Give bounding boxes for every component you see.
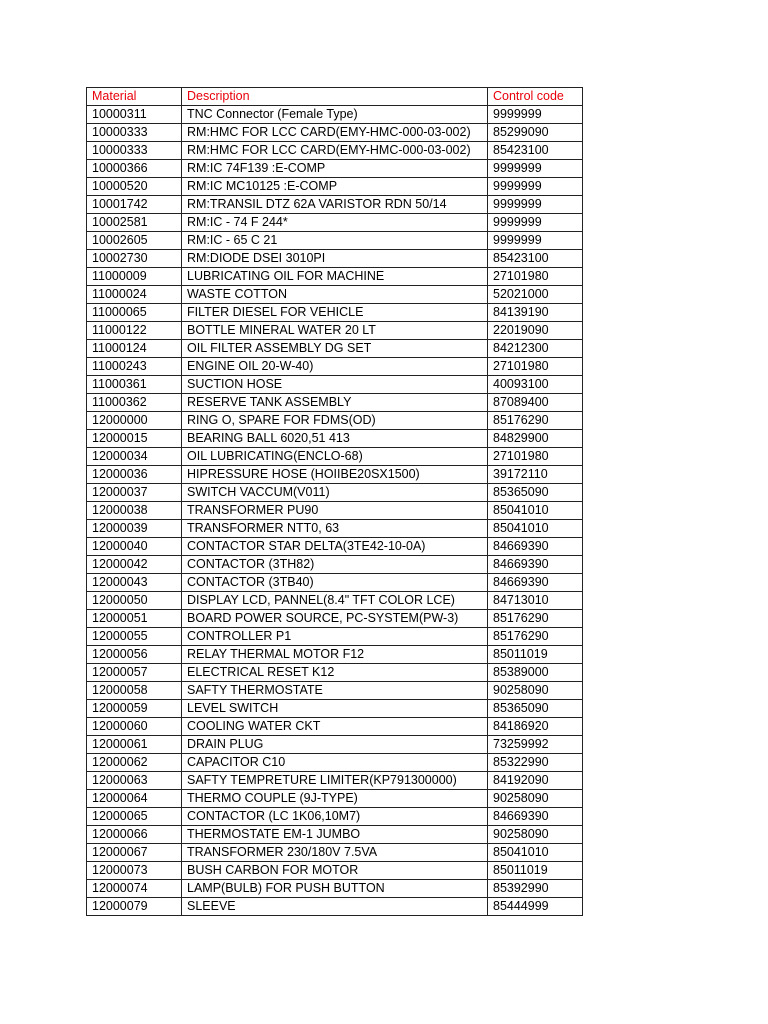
cell-description: THERMOSTATE EM-1 JUMBO [182, 826, 488, 844]
cell-material: 11000024 [87, 286, 182, 304]
cell-material: 12000057 [87, 664, 182, 682]
cell-material: 12000055 [87, 628, 182, 646]
cell-material: 11000243 [87, 358, 182, 376]
cell-description: BOARD POWER SOURCE, PC-SYSTEM(PW-3) [182, 610, 488, 628]
cell-description: RM:HMC FOR LCC CARD(EMY-HMC-000-03-002) [182, 124, 488, 142]
table-row [87, 898, 583, 916]
cell-description: DISPLAY LCD, PANNEL(8.4" TFT COLOR LCE) [182, 592, 488, 610]
cell-control-code: 27101980 [488, 358, 583, 376]
cell-control-code: 85041010 [488, 502, 583, 520]
cell-description: THERMO COUPLE (9J-TYPE) [182, 790, 488, 808]
cell-material: 12000064 [87, 790, 182, 808]
table-row [87, 214, 583, 232]
cell-description: ELECTRICAL RESET K12 [182, 664, 488, 682]
cell-control-code: 84669390 [488, 538, 583, 556]
cell-control-code: 85176290 [488, 610, 583, 628]
cell-description: LAMP(BULB) FOR PUSH BUTTON [182, 880, 488, 898]
cell-description: FILTER DIESEL FOR VEHICLE [182, 304, 488, 322]
table-row [87, 538, 583, 556]
cell-control-code: 85365090 [488, 484, 583, 502]
cell-control-code: 85299090 [488, 124, 583, 142]
header-material: Material [87, 88, 182, 106]
cell-control-code: 90258090 [488, 682, 583, 700]
cell-control-code: 9999999 [488, 214, 583, 232]
cell-control-code: 85011019 [488, 862, 583, 880]
cell-control-code: 84192090 [488, 772, 583, 790]
table-row [87, 772, 583, 790]
cell-description: SUCTION HOSE [182, 376, 488, 394]
cell-control-code: 85322990 [488, 754, 583, 772]
header-row [87, 88, 583, 106]
table-row [87, 106, 583, 124]
cell-material: 12000015 [87, 430, 182, 448]
cell-description: CONTROLLER P1 [182, 628, 488, 646]
table-row [87, 502, 583, 520]
cell-material: 12000061 [87, 736, 182, 754]
cell-description: TNC Connector (Female Type) [182, 106, 488, 124]
cell-description: RM:IC 74F139 :E-COMP [182, 160, 488, 178]
cell-description: SLEEVE [182, 898, 488, 916]
cell-material: 12000039 [87, 520, 182, 538]
table-row [87, 826, 583, 844]
cell-control-code: 73259992 [488, 736, 583, 754]
cell-control-code: 85444999 [488, 898, 583, 916]
cell-material: 12000042 [87, 556, 182, 574]
table-row [87, 340, 583, 358]
cell-control-code: 85176290 [488, 628, 583, 646]
cell-material: 12000034 [87, 448, 182, 466]
table-row [87, 196, 583, 214]
cell-description: ENGINE OIL 20-W-40) [182, 358, 488, 376]
cell-control-code: 85041010 [488, 844, 583, 862]
cell-control-code: 84669390 [488, 574, 583, 592]
table-row [87, 484, 583, 502]
table-row [87, 664, 583, 682]
cell-description: RM:TRANSIL DTZ 62A VARISTOR RDN 50/14 [182, 196, 488, 214]
header-control-code: Control code [488, 88, 583, 106]
cell-control-code: 87089400 [488, 394, 583, 412]
cell-control-code: 84212300 [488, 340, 583, 358]
cell-material: 11000362 [87, 394, 182, 412]
table-row [87, 556, 583, 574]
table-row [87, 232, 583, 250]
cell-material: 11000361 [87, 376, 182, 394]
cell-material: 12000058 [87, 682, 182, 700]
table-row [87, 286, 583, 304]
cell-material: 10000333 [87, 124, 182, 142]
cell-material: 11000124 [87, 340, 182, 358]
table-row [87, 124, 583, 142]
cell-control-code: 22019090 [488, 322, 583, 340]
cell-material: 11000009 [87, 268, 182, 286]
cell-material: 12000062 [87, 754, 182, 772]
table-row [87, 808, 583, 826]
cell-control-code: 84669390 [488, 556, 583, 574]
table-row [87, 160, 583, 178]
table-row [87, 268, 583, 286]
cell-description: SAFTY THERMOSTATE [182, 682, 488, 700]
cell-control-code: 84829900 [488, 430, 583, 448]
table-row [87, 736, 583, 754]
cell-description: RM:IC - 65 C 21 [182, 232, 488, 250]
cell-material: 12000036 [87, 466, 182, 484]
cell-description: BOTTLE MINERAL WATER 20 LT [182, 322, 488, 340]
cell-control-code: 85011019 [488, 646, 583, 664]
cell-description: RESERVE TANK ASSEMBLY [182, 394, 488, 412]
cell-material: 12000038 [87, 502, 182, 520]
cell-control-code: 85041010 [488, 520, 583, 538]
table-row [87, 412, 583, 430]
cell-material: 11000065 [87, 304, 182, 322]
table-row [87, 790, 583, 808]
header-description: Description [182, 88, 488, 106]
table-row [87, 646, 583, 664]
cell-material: 12000066 [87, 826, 182, 844]
cell-material: 10000520 [87, 178, 182, 196]
cell-control-code: 85365090 [488, 700, 583, 718]
cell-control-code: 27101980 [488, 448, 583, 466]
cell-control-code: 9999999 [488, 232, 583, 250]
table-row [87, 394, 583, 412]
cell-control-code: 85392990 [488, 880, 583, 898]
cell-control-code: 85423100 [488, 142, 583, 160]
cell-description: BEARING BALL 6020,51 413 [182, 430, 488, 448]
cell-description: CONTACTOR STAR DELTA(3TE42-10-0A) [182, 538, 488, 556]
cell-control-code: 9999999 [488, 106, 583, 124]
table-row [87, 466, 583, 484]
cell-control-code: 9999999 [488, 196, 583, 214]
cell-description: RELAY THERMAL MOTOR F12 [182, 646, 488, 664]
cell-control-code: 9999999 [488, 178, 583, 196]
cell-material: 10002730 [87, 250, 182, 268]
table-row [87, 610, 583, 628]
table-row [87, 628, 583, 646]
cell-description: CONTACTOR (LC 1K06,10M7) [182, 808, 488, 826]
cell-description: RM:HMC FOR LCC CARD(EMY-HMC-000-03-002) [182, 142, 488, 160]
cell-material: 12000037 [87, 484, 182, 502]
table-row [87, 142, 583, 160]
cell-description: HIPRESSURE HOSE (HOIIBE20SX1500) [182, 466, 488, 484]
table-row [87, 574, 583, 592]
cell-material: 12000067 [87, 844, 182, 862]
cell-material: 10000366 [87, 160, 182, 178]
cell-material: 12000059 [87, 700, 182, 718]
cell-material: 11000122 [87, 322, 182, 340]
cell-material: 12000051 [87, 610, 182, 628]
cell-description: TRANSFORMER 230/180V 7.5VA [182, 844, 488, 862]
cell-material: 10000333 [87, 142, 182, 160]
cell-description: CAPACITOR C10 [182, 754, 488, 772]
cell-description: TRANSFORMER PU90 [182, 502, 488, 520]
table-row [87, 718, 583, 736]
cell-material: 12000063 [87, 772, 182, 790]
cell-control-code: 85176290 [488, 412, 583, 430]
table-row [87, 178, 583, 196]
table-row [87, 844, 583, 862]
table-row [87, 322, 583, 340]
cell-description: TRANSFORMER NTT0, 63 [182, 520, 488, 538]
cell-control-code: 52021000 [488, 286, 583, 304]
cell-material: 12000056 [87, 646, 182, 664]
cell-control-code: 84669390 [488, 808, 583, 826]
cell-description: LEVEL SWITCH [182, 700, 488, 718]
table-body [87, 106, 583, 916]
cell-control-code: 84186920 [488, 718, 583, 736]
cell-control-code: 9999999 [488, 160, 583, 178]
material-table [86, 87, 583, 916]
cell-description: LUBRICATING OIL FOR MACHINE [182, 268, 488, 286]
table-row [87, 520, 583, 538]
table-row [87, 430, 583, 448]
cell-material: 10002605 [87, 232, 182, 250]
cell-material: 10000311 [87, 106, 182, 124]
cell-material: 12000074 [87, 880, 182, 898]
cell-description: RM:IC - 74 F 244* [182, 214, 488, 232]
table-row [87, 682, 583, 700]
cell-material: 12000073 [87, 862, 182, 880]
cell-description: BUSH CARBON FOR MOTOR [182, 862, 488, 880]
table-row [87, 358, 583, 376]
cell-control-code: 40093100 [488, 376, 583, 394]
cell-material: 12000043 [87, 574, 182, 592]
table-row [87, 376, 583, 394]
table-row [87, 592, 583, 610]
cell-control-code: 39172110 [488, 466, 583, 484]
cell-control-code: 84713010 [488, 592, 583, 610]
cell-material: 10001742 [87, 196, 182, 214]
cell-control-code: 90258090 [488, 826, 583, 844]
cell-description: SAFTY TEMPRETURE LIMITER(KP791300000) [182, 772, 488, 790]
table-row [87, 880, 583, 898]
table-row [87, 700, 583, 718]
cell-control-code: 85389000 [488, 664, 583, 682]
table-row [87, 448, 583, 466]
cell-material: 12000050 [87, 592, 182, 610]
table-row [87, 304, 583, 322]
cell-description: CONTACTOR (3TH82) [182, 556, 488, 574]
cell-control-code: 84139190 [488, 304, 583, 322]
cell-description: COOLING WATER CKT [182, 718, 488, 736]
cell-description: RING O, SPARE FOR FDMS(OD) [182, 412, 488, 430]
cell-description: RM:DIODE DSEI 3010PI [182, 250, 488, 268]
cell-material: 12000040 [87, 538, 182, 556]
cell-description: OIL FILTER ASSEMBLY DG SET [182, 340, 488, 358]
cell-description: CONTACTOR (3TB40) [182, 574, 488, 592]
cell-description: DRAIN PLUG [182, 736, 488, 754]
cell-material: 12000060 [87, 718, 182, 736]
cell-description: OIL LUBRICATING(ENCLO-68) [182, 448, 488, 466]
cell-material: 12000065 [87, 808, 182, 826]
cell-material: 12000079 [87, 898, 182, 916]
cell-control-code: 90258090 [488, 790, 583, 808]
cell-material: 12000000 [87, 412, 182, 430]
cell-description: SWITCH VACCUM(V011) [182, 484, 488, 502]
table-row [87, 754, 583, 772]
table-row [87, 250, 583, 268]
cell-material: 10002581 [87, 214, 182, 232]
cell-control-code: 85423100 [488, 250, 583, 268]
cell-description: WASTE COTTON [182, 286, 488, 304]
table-row [87, 862, 583, 880]
cell-control-code: 27101980 [488, 268, 583, 286]
cell-description: RM:IC MC10125 :E-COMP [182, 178, 488, 196]
